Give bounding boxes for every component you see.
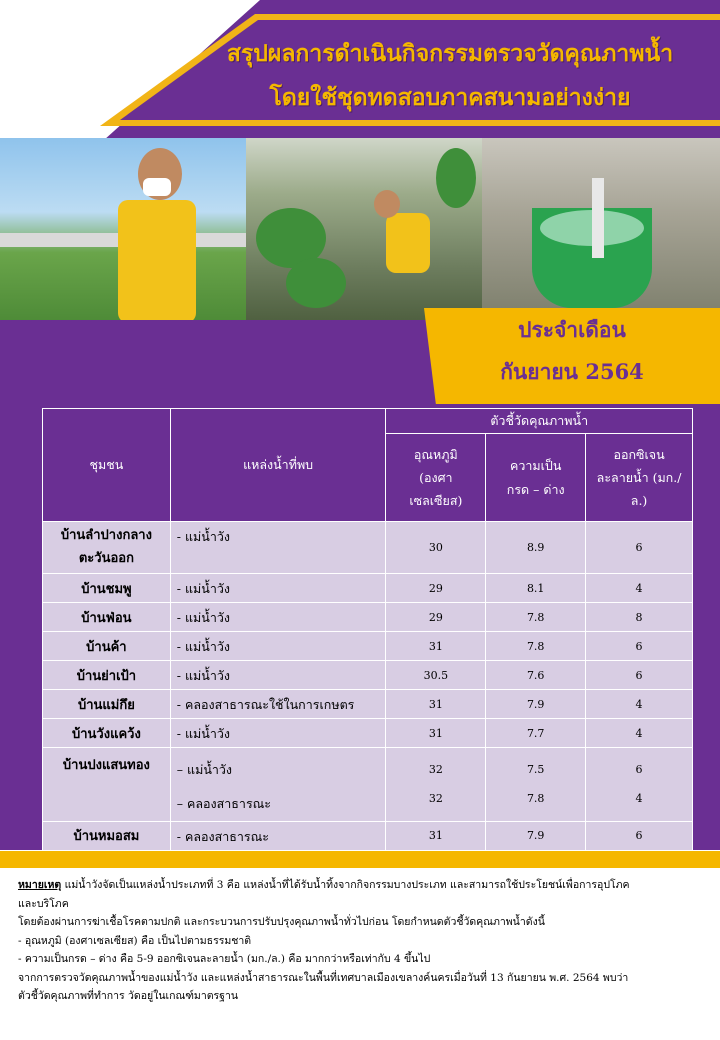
header-indicators: ตัวชี้วัดคุณภาพน้ำ <box>386 409 693 434</box>
note-line: จากการตรวจวัดคุณภาพน้ำของแม่น้ำวัง และแหล่งน้ำสาธารณะในพื้นที่เทศบาลเมืองเขลางค์นครเมื่อวันที่ 13 กันยายน พ.ศ. 2564 พบว่า <box>18 971 629 984</box>
notes-section <box>18 876 708 1006</box>
page-title-line-1: สรุปผลการดำเนินกิจกรรมตรวจวัดคุณภาพน้ำ <box>226 40 674 67</box>
table-row: บ้านปงแสนทอง – แม่น้ำวัง – คลองสาธารณะ 32 32 7.5 7.8 6 4 <box>43 748 693 822</box>
photo-riverbank-sampling <box>246 138 482 323</box>
header-water-source: แหล่งน้ำที่พบ <box>170 409 386 522</box>
table-row: บ้านแม่กึย - คลองสาธารณะใช้ในการเกษตร 31 7.9 4 <box>43 690 693 719</box>
table-row: บ้านวังแคว้ง - แม่น้ำวัง 31 7.7 4 <box>43 719 693 748</box>
header-temperature: อุณหภูมิ (องศา เซลเซียส) <box>386 434 486 522</box>
month-label: ประจำเดือน <box>518 317 626 342</box>
water-quality-table <box>42 408 693 851</box>
note-line: - อุณหภูมิ (องศาเซลเซียส) คือ เป็นไปตามธรรมชาติ <box>18 934 252 947</box>
photo-strip <box>0 138 720 323</box>
table-row: บ้านฟ่อน - แม่น้ำวัง 29 7.8 8 <box>43 603 693 632</box>
page-title-line-2: โดยใช้ชุดทดสอบภาคสนามอย่างง่าย <box>269 84 631 111</box>
header-community: ชุมชน <box>43 409 171 522</box>
photo-bucket-meter <box>482 138 720 323</box>
header-ph: ความเป็น กรด – ด่าง <box>486 434 586 522</box>
table-row: บ้านลำปางกลาง ตะวันออก - แม่น้ำวัง 30 8.9 6 <box>43 522 693 574</box>
footer-gold-bar <box>0 851 720 868</box>
note-line: ตัวชี้วัดคุณภาพที่ทำการ วัดอยู่ในเกณฑ์มาตรฐาน <box>18 990 239 1003</box>
note-line: และบริโภค <box>18 897 69 910</box>
note-line: - ความเป็นกรด – ด่าง คือ 5-9 ออกซิเจนละลายน้ำ (มก./ล.) คือ มากกว่าหรือเท่ากับ 4 ขึ้นไป <box>18 953 431 966</box>
table-row: บ้านหมอสม - คลองสาธารณะ 31 7.9 6 <box>43 821 693 850</box>
note-line: โดยต้องผ่านการฆ่าเชื้อโรคตามปกติ และกระบวนการปรับปรุงคุณภาพน้ำทั่วไปก่อน โดยกำหนดตัวชี้วัดคุณภาพน้ำดังนี้ <box>18 916 545 929</box>
month-value: กันยายน 2564 <box>500 359 644 384</box>
table-row: บ้านค้า - แม่น้ำวัง 31 7.8 6 <box>43 632 693 661</box>
photo-officer-testing-water <box>0 138 246 323</box>
header-dissolved-oxygen: ออกซิเจน ละลายน้ำ (มก./ ล.) <box>586 434 693 522</box>
note-line: หมายเหตุ แม่น้ำวังจัดเป็นแหล่งน้ำประเภทที่ 3 คือ แหล่งน้ำที่ได้รับน้ำทิ้งจากกิจกรรมบางประเภท และสามารถใช้ประโยชน์เพื่อการอุปโภค <box>18 879 630 891</box>
table-row: บ้านย่าเป้า - แม่น้ำวัง 30.5 7.6 6 <box>43 661 693 690</box>
note-label: หมายเหตุ <box>18 879 62 891</box>
table-row: บ้านชมพู - แม่น้ำวัง 29 8.1 4 <box>43 574 693 603</box>
